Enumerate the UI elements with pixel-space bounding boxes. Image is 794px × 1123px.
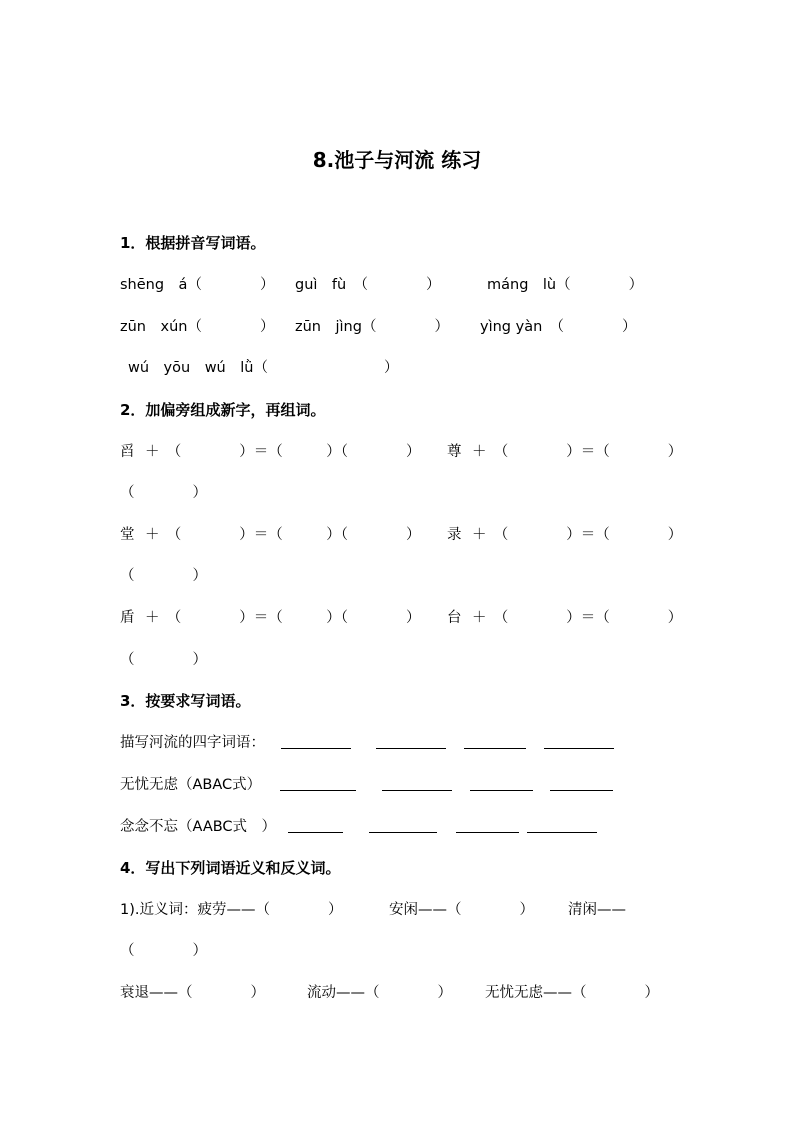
base-char: 堂 [120,527,135,543]
q3-label: 描写河流的四字词语： [120,735,265,751]
q3-label: 念念不忘（AABC式 ） [120,819,277,835]
answer-line[interactable] [281,733,351,749]
pinyin-item: wú yōu wú lǜ（ ） [128,360,399,376]
question-3-title: 3．按要求写词语。 [120,692,251,710]
pinyin-item: zūn xún（ ） [120,319,275,335]
synonym-item: 安闲——（ ） [389,902,534,918]
answer-line[interactable] [369,817,437,833]
base-char: 台 [447,610,462,626]
answer-line[interactable] [550,775,613,791]
answer-line[interactable] [464,733,526,749]
radical-formula: ＋ （ ）＝（ ）（ ） [145,444,421,460]
answer-line[interactable] [376,733,446,749]
radical-formula: ＋ （ ）＝（ ） [472,444,683,460]
word-blank: （ ） [120,568,207,584]
synonym-item: 衰退——（ ） [120,985,265,1001]
radical-formula: ＋ （ ）＝（ ） [472,527,683,543]
base-char: 录 [447,527,462,543]
question-4-title: 4．写出下列词语近义和反义词。 [120,859,341,877]
synonym-item: 清闲—— [568,902,626,918]
pinyin-item: shēng á（ ） [120,277,275,293]
answer-line[interactable] [527,817,597,833]
question-2-title: 2．加偏旁组成新字，再组词。 [120,401,326,419]
base-char: 舀 [120,444,135,460]
answer-line[interactable] [382,775,452,791]
synonym-item: 无忧无虑——（ ） [485,985,659,1001]
synonym-item: 流动——（ ） [307,985,452,1001]
base-char: 尊 [447,444,462,460]
word-blank: （ ） [120,943,207,959]
synonym-item: 1).近义词：疲劳——（ ） [120,902,343,918]
pinyin-item: máng lù（ ） [487,277,644,293]
question-1-title: 1．根据拼音写词语。 [120,234,266,252]
radical-formula: ＋ （ ）＝（ ）（ ） [145,610,421,626]
answer-line[interactable] [456,817,519,833]
answer-line[interactable] [280,775,356,791]
q3-label: 无忧无虑（ABAC式） [120,777,262,793]
word-blank: （ ） [120,485,207,501]
page-title: 8.池子与河流 练习 [312,148,482,172]
base-char: 盾 [120,610,135,626]
radical-formula: ＋ （ ）＝（ ）（ ） [145,527,421,543]
pinyin-item: zūn jìng（ ） [295,319,449,335]
answer-line[interactable] [470,775,533,791]
pinyin-item: guì fù （ ） [295,277,441,293]
answer-line[interactable] [544,733,614,749]
radical-formula: ＋ （ ）＝（ ） [472,610,683,626]
word-blank: （ ） [120,652,207,668]
answer-line[interactable] [288,817,343,833]
pinyin-item: yìng yàn （ ） [480,319,637,335]
